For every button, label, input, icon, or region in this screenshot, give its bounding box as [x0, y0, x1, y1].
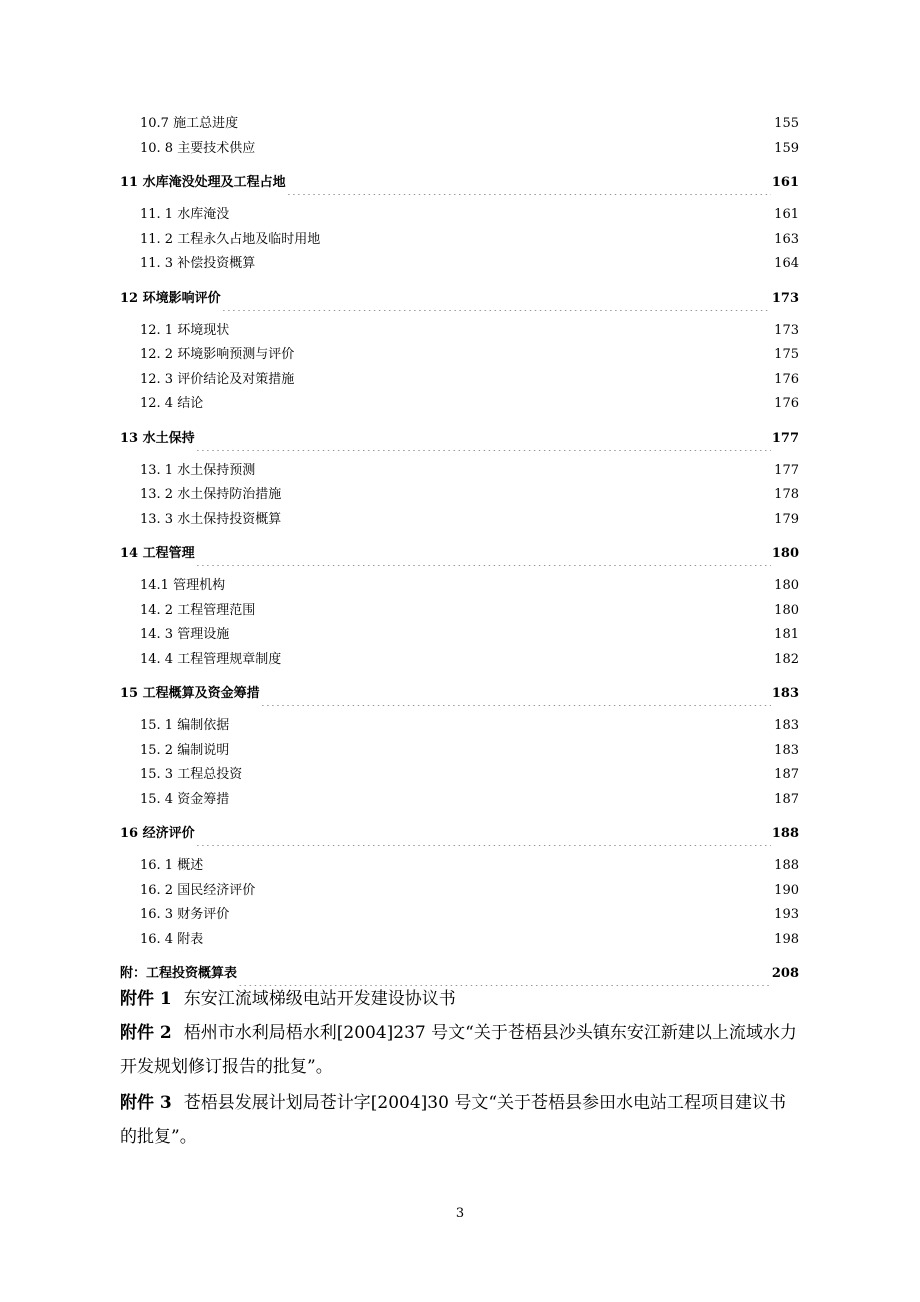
toc-chapter-label: 11 水库淹没处理及工程占地 — [120, 175, 286, 190]
page-number: 3 — [455, 1206, 465, 1221]
toc-entry-label: 14. 2 工程管理范围 — [140, 602, 256, 618]
dot-leader — [226, 586, 773, 599]
toc-entry[interactable] — [120, 714, 799, 739]
dot-leader — [243, 775, 773, 788]
toc-entry[interactable] — [120, 903, 799, 928]
toc-entry-page: 176 — [774, 371, 799, 387]
toc-entry-label: 14. 3 管理设施 — [140, 627, 230, 642]
dot-leader — [196, 833, 771, 846]
toc-entry-label: 16. 4 附表 — [140, 931, 204, 947]
toc-chapter-label: 16 经济评价 — [120, 826, 195, 841]
dot-leader — [256, 470, 773, 483]
toc-chapter[interactable] — [120, 427, 799, 451]
dot-leader — [321, 239, 773, 252]
appendix-1 — [120, 982, 800, 1016]
dot-leader — [239, 124, 773, 137]
toc-entry[interactable] — [120, 343, 799, 368]
toc-entry-page: 187 — [774, 767, 799, 782]
toc-entry[interactable] — [120, 854, 799, 879]
toc-entry[interactable] — [120, 483, 799, 508]
toc-entry-page: 176 — [774, 396, 799, 411]
toc-entry-label: 11. 1 水库淹没 — [140, 207, 230, 222]
dot-leader — [230, 330, 773, 343]
dot-leader — [256, 610, 773, 623]
toc-entry[interactable] — [120, 368, 799, 393]
appendix-text: 苍梧县发展计划局苍计字[2004]30 号文“关于苍梧县参田水电站工程项目建议书的批复”。 — [120, 1093, 787, 1147]
table-of-contents — [120, 112, 799, 986]
appendix-key: 附件 1 — [120, 989, 172, 1009]
toc-chapter[interactable] — [120, 171, 799, 195]
toc-entry[interactable] — [120, 879, 799, 904]
toc-entry[interactable] — [120, 763, 799, 788]
toc-entry[interactable] — [120, 788, 799, 813]
toc-entry[interactable] — [120, 574, 799, 599]
toc-entry[interactable] — [120, 508, 799, 533]
dot-leader — [230, 915, 773, 928]
toc-chapter-page: 180 — [771, 546, 799, 561]
dot-leader — [204, 404, 773, 417]
toc-entry-page: 188 — [774, 858, 799, 873]
toc-entry[interactable] — [120, 203, 799, 228]
dot-leader — [282, 495, 773, 508]
toc-entry-page: 183 — [774, 742, 799, 758]
dot-leader — [230, 215, 773, 228]
toc-entry-page: 179 — [774, 511, 799, 527]
appendix-key: 附件 3 — [120, 1093, 172, 1113]
toc-entry-label: 13. 3 水土保持投资概算 — [140, 511, 282, 527]
toc-chapter[interactable] — [120, 682, 799, 706]
toc-entry-page: 175 — [774, 347, 799, 362]
toc-entry[interactable] — [120, 623, 799, 648]
toc-entry[interactable] — [120, 928, 799, 953]
toc-chapter[interactable] — [120, 287, 799, 311]
dot-leader — [261, 693, 771, 706]
toc-entry[interactable] — [120, 137, 799, 162]
toc-entry-label: 16. 3 财务评价 — [140, 907, 230, 922]
dot-leader — [230, 726, 773, 739]
toc-entry-page: 178 — [774, 487, 799, 502]
toc-chapter-label: 15 工程概算及资金筹措 — [120, 686, 260, 701]
toc-chapter-page: 173 — [771, 290, 799, 306]
toc-entry-page: 173 — [774, 322, 799, 338]
toc-entry-page: 198 — [774, 931, 799, 947]
toc-chapter-page: 161 — [771, 175, 799, 190]
toc-entry-page: 164 — [774, 256, 799, 271]
toc-entry-label: 12. 2 环境影响预测与评价 — [140, 347, 295, 362]
toc-entry-label: 13. 1 水土保持预测 — [140, 462, 256, 478]
toc-chapter-label: 14 工程管理 — [120, 546, 195, 561]
toc-entry-page: 177 — [774, 462, 799, 478]
dot-leader — [204, 939, 773, 952]
toc-entry-label: 12. 1 环境现状 — [140, 322, 230, 338]
toc-entry[interactable] — [120, 392, 799, 417]
toc-entry-label: 16. 1 概述 — [140, 858, 204, 873]
appendix-text: 东安江流域梯级电站开发建设协议书 — [183, 989, 456, 1009]
toc-entry[interactable] — [120, 648, 799, 673]
dot-leader — [282, 659, 773, 672]
toc-entry[interactable] — [120, 252, 799, 277]
dot-leader — [295, 379, 773, 392]
dot-leader — [287, 182, 771, 195]
toc-entry-label: 10. 8 主要技术供应 — [140, 140, 256, 156]
toc-chapter-page: 183 — [771, 686, 799, 701]
toc-chapter-page: 177 — [771, 430, 799, 446]
dot-leader — [282, 519, 773, 532]
dot-leader — [196, 553, 771, 566]
toc-entry-page: 163 — [774, 231, 799, 247]
toc-entry-label: 13. 2 水土保持防治措施 — [140, 487, 282, 502]
toc-entry-page: 161 — [774, 207, 799, 222]
dot-leader — [256, 264, 773, 277]
toc-entry-label: 15. 2 编制说明 — [140, 742, 230, 758]
toc-entry-page: 159 — [774, 140, 799, 156]
toc-chapter[interactable] — [120, 542, 799, 566]
toc-entry-label: 14. 4 工程管理规章制度 — [140, 651, 282, 667]
toc-entry[interactable] — [120, 459, 799, 484]
toc-chapter-page: 208 — [771, 966, 799, 981]
toc-entry-page: 187 — [774, 791, 799, 807]
dot-leader — [230, 799, 773, 812]
toc-chapter-label: 13 水土保持 — [120, 430, 195, 446]
appendix-2 — [120, 1016, 800, 1084]
dot-leader — [256, 148, 773, 161]
toc-entry[interactable] — [120, 739, 799, 764]
toc-entry[interactable] — [120, 112, 799, 137]
toc-entry[interactable] — [120, 319, 799, 344]
toc-entry-page: 183 — [774, 718, 799, 733]
dot-leader — [230, 750, 773, 763]
toc-entry-page: 190 — [774, 882, 799, 898]
toc-entry-label: 15. 3 工程总投资 — [140, 767, 243, 782]
toc-entry-label: 12. 3 评价结论及对策措施 — [140, 371, 295, 387]
toc-entry-label: 10.7 施工总进度 — [140, 116, 239, 131]
toc-entry-label: 15. 4 资金筹措 — [140, 791, 230, 807]
toc-entry-page: 180 — [774, 602, 799, 618]
dot-leader — [222, 298, 771, 311]
dot-leader — [230, 635, 773, 648]
toc-entry-label: 11. 2 工程永久占地及临时用地 — [140, 231, 321, 247]
appendix-text: 梧州市水利局梧水利[2004]237 号文“关于苍梧县沙头镇东安江新建以上流域水力开发规划修订报告的批复”。 — [120, 1023, 797, 1077]
dot-leader — [256, 890, 773, 903]
toc-entry-page: 155 — [774, 116, 799, 131]
toc-entry-label: 16. 2 国民经济评价 — [140, 882, 256, 898]
toc-chapter-label: 附：工程投资概算表 — [120, 966, 238, 981]
toc-entry-label: 14.1 管理机构 — [140, 578, 226, 593]
dot-leader — [295, 355, 773, 368]
toc-entry-label: 12. 4 结论 — [140, 396, 204, 411]
appendix-3 — [120, 1086, 800, 1154]
toc-entry-label: 15. 1 编制依据 — [140, 718, 230, 733]
toc-entry[interactable] — [120, 599, 799, 624]
appendix-key: 附件 2 — [120, 1023, 172, 1043]
toc-entry-page: 182 — [774, 651, 799, 667]
toc-entry-page: 180 — [774, 578, 799, 593]
toc-entry[interactable] — [120, 228, 799, 253]
toc-entry-page: 181 — [774, 627, 799, 642]
toc-chapter-page: 188 — [771, 826, 799, 841]
toc-chapter[interactable] — [120, 822, 799, 846]
toc-entry-label: 11. 3 补偿投资概算 — [140, 256, 256, 271]
dot-leader — [196, 438, 771, 451]
toc-entry-page: 193 — [774, 907, 799, 922]
toc-chapter-label: 12 环境影响评价 — [120, 290, 221, 306]
dot-leader — [204, 866, 773, 879]
